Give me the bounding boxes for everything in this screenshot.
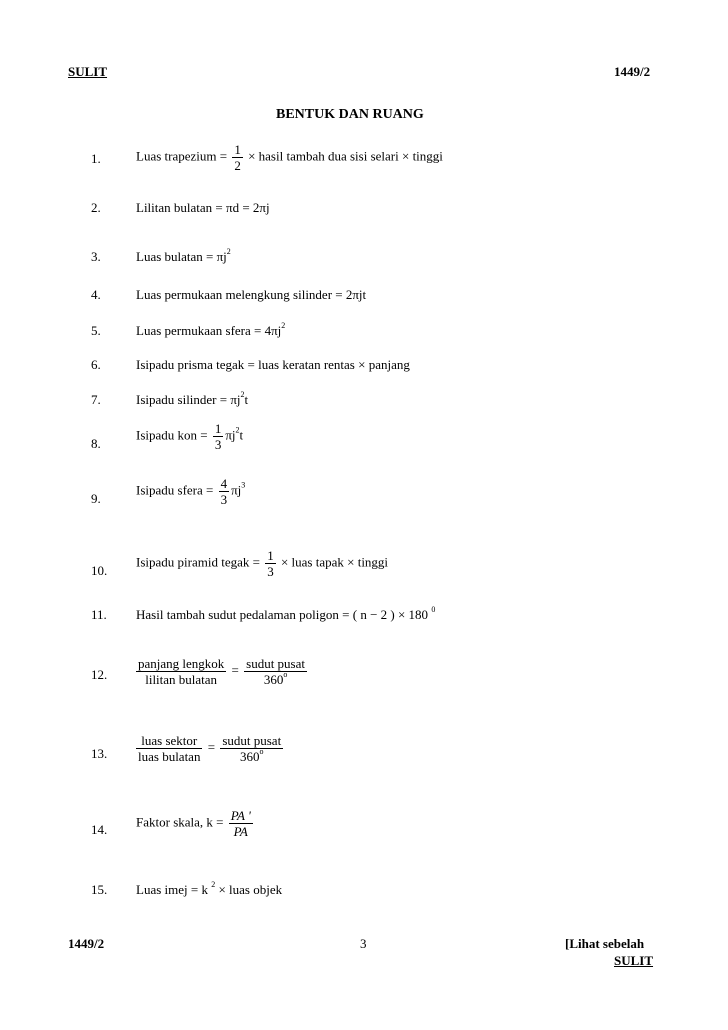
fraction-numerator: PA ' (230, 808, 251, 823)
item-text: Isipadu piramid tegak = (136, 554, 260, 570)
item-text: Hasil tambah sudut pedalaman poligon = ( n − 2 ) × 180 (136, 607, 429, 622)
item-content (134, 656, 309, 687)
superscript: 2 (281, 321, 286, 330)
item-text: Lilitan bulatan = πd = 2πj (136, 200, 270, 215)
item-number: 4. (91, 287, 101, 302)
item-content (136, 421, 243, 452)
item-content (136, 392, 248, 408)
item-content (136, 249, 231, 265)
item-text: Isipadu silinder = πj (136, 392, 241, 407)
denominator-value: 360 (240, 749, 260, 764)
item-text: Faktor skala, k = (136, 814, 224, 830)
item-text: × hasil tambah dua sisi selari × tinggi (248, 148, 443, 164)
item-number: 15. (91, 882, 108, 897)
header-code: 1449/2 (614, 64, 651, 79)
item-content (134, 733, 285, 764)
item-text: t (239, 427, 244, 443)
fraction-denominator: 2 (234, 158, 241, 173)
item-text: × luas tapak × tinggi (280, 554, 389, 570)
item-text: Luas imej = k (136, 882, 208, 897)
item-text: πj (231, 482, 242, 498)
item-number: 5. (91, 323, 101, 338)
item-text: Luas permukaan melengkung silinder = 2πjt (136, 287, 367, 302)
fraction-denominator: PA (233, 824, 248, 839)
denominator-value: 360 (263, 672, 284, 687)
fraction (219, 476, 230, 507)
footer-sulit: SULIT (614, 953, 654, 968)
item-text: Luas bulatan = πj (136, 249, 227, 264)
superscript: 3 (241, 480, 246, 490)
fraction-denominator: 3 (214, 437, 222, 452)
superscript: 2 (235, 425, 240, 435)
superscript: 2 (211, 880, 216, 889)
item-number: 10. (91, 563, 108, 578)
item-number: 3. (91, 249, 101, 264)
fraction-denominator: luas bulatan (138, 749, 201, 764)
superscript: 0 (431, 605, 436, 614)
fraction-denominator: lilitan bulatan (145, 672, 218, 687)
item-number: 2. (91, 200, 101, 215)
fraction-denominator: 3 (267, 564, 274, 579)
fraction (220, 733, 283, 764)
item-number: 11. (91, 607, 107, 622)
fraction (244, 656, 307, 687)
item-text: Luas trapezium = (136, 148, 228, 164)
fraction-numerator: 1 (234, 142, 241, 157)
superscript: o (259, 747, 264, 756)
page-number: 3 (360, 936, 367, 951)
fraction (136, 656, 226, 687)
item-text: × luas objek (218, 882, 283, 897)
item-content (136, 882, 282, 898)
item-number: 7. (91, 392, 101, 407)
fraction (265, 548, 276, 579)
item-number: 8. (91, 436, 101, 451)
superscript: o (283, 670, 288, 679)
footer-next-page: [Lihat sebelah (565, 936, 645, 951)
fraction-denominator: 3 (220, 492, 228, 507)
item-text: Isipadu kon = (136, 427, 208, 443)
item-number: 14. (91, 822, 108, 837)
fraction-numerator: sudut pusat (222, 733, 282, 748)
fraction-denominator (220, 749, 283, 764)
item-content (136, 476, 245, 507)
item-text: Luas permukaan sfera = 4πj (136, 323, 282, 338)
fraction (213, 421, 224, 452)
page-title: BENTUK DAN RUANG (276, 107, 424, 122)
item-text: Isipadu sfera = (136, 482, 214, 498)
superscript: 2 (226, 247, 231, 256)
fraction (232, 142, 243, 173)
footer-code: 1449/2 (68, 936, 105, 951)
item-number: 6. (91, 357, 101, 372)
item-content (136, 808, 255, 839)
fraction-numerator: sudut pusat (246, 656, 306, 671)
item-text: Isipadu prisma tegak = luas keratan rentas × panjang (136, 357, 410, 372)
fraction (136, 733, 202, 764)
item-number: 13. (91, 746, 108, 761)
fraction (229, 808, 253, 839)
item-number: 12. (91, 667, 108, 682)
item-number: 9. (91, 491, 101, 506)
item-content (136, 142, 443, 173)
item-text: πj (225, 427, 236, 443)
item-content (136, 548, 388, 579)
item-number: 1. (91, 151, 101, 166)
fraction-numerator: 4 (220, 476, 228, 491)
fraction-numerator: 1 (214, 421, 222, 436)
equals-sign: = (207, 739, 216, 755)
fraction-numerator: luas sektor (136, 733, 202, 749)
item-content (136, 607, 435, 623)
fraction-numerator: 1 (267, 548, 274, 563)
superscript: 2 (240, 390, 245, 399)
fraction-numerator: panjang lengkok (138, 656, 225, 671)
item-text: t (244, 392, 249, 407)
fraction-denominator (244, 672, 307, 687)
item-content (136, 323, 285, 339)
header-sulit: SULIT (68, 64, 108, 79)
equals-sign: = (231, 662, 239, 678)
